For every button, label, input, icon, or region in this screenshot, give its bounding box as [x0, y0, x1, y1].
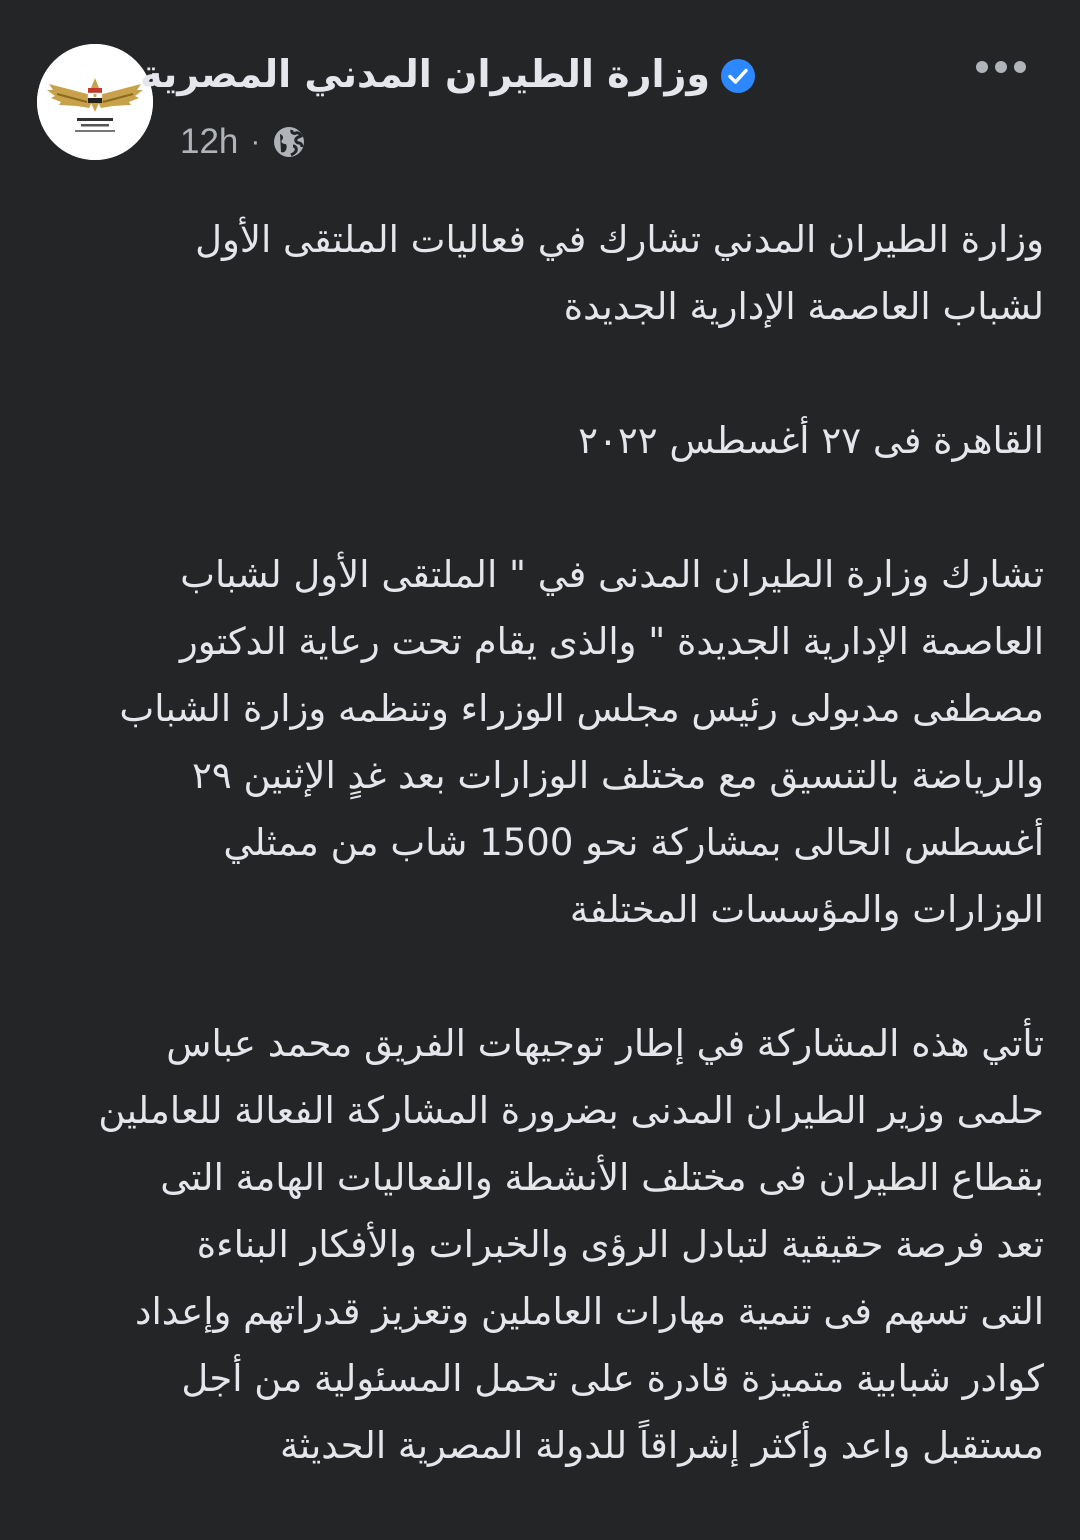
post-paragraph-body: تشارك وزارة الطيران المدنى في " الملتقى الأول لشباب العاصمة الإدارية الجديدة " والذى يقام تحت رعاية الدكتور مصطفى مدبولى رئيس مجلس الوزراء وتنظمه وزارة الشباب والرياضة بالتنسيق مع مختلف الوزارات بعد غدٍ الإثنين ٢٩ أغسطس الحالى بمشاركة نحو 1500 شاب من ممثلي الوزارات والمؤسسات المختلفة	[119, 553, 1044, 931]
post-paragraph-headline: وزارة الطيران المدني تشارك في فعاليات الملتقى الأول لشباب العاصمة الإدارية الجديدة	[195, 218, 1044, 328]
page-avatar[interactable]	[37, 44, 153, 160]
more-horizontal-icon	[976, 61, 988, 73]
verified-badge-icon	[720, 58, 756, 94]
globe-icon[interactable]	[272, 125, 306, 159]
post-paragraph-body: تأتي هذه المشاركة في إطار توجيهات الفريق محمد عباس حلمى وزير الطيران المدنى بضرورة المشاركة الفعالة للعاملين بقطاع الطيران فى مختلف الأنشطة والفعاليات الهامة التى تعد فرصة حقيقية لتبادل الرؤى والخبرات والأفكار البناءة التى تسهم فى تنمية مهارات العاملين وتعزيز قدراتهم وإعداد كوادر شبابية متميزة قادرة على تحمل المسئولية من أجل مستقبل واعد وأكثر إشراقاً للدولة المصرية الحديثة	[98, 1022, 1044, 1467]
page-name[interactable]: وزارة الطيران المدني المصرية	[139, 52, 710, 96]
meta-separator: ·	[250, 125, 261, 158]
post-timestamp[interactable]: 12h	[180, 122, 239, 161]
ministry-logo-icon	[37, 44, 153, 160]
post-text	[36, 206, 1044, 1479]
post-meta	[180, 118, 306, 166]
more-options-button[interactable]	[966, 50, 1036, 84]
post-header	[0, 0, 1080, 180]
post-paragraph-dateline: القاهرة فى ٢٧ أغسطس ٢٠٢٢	[578, 419, 1044, 462]
